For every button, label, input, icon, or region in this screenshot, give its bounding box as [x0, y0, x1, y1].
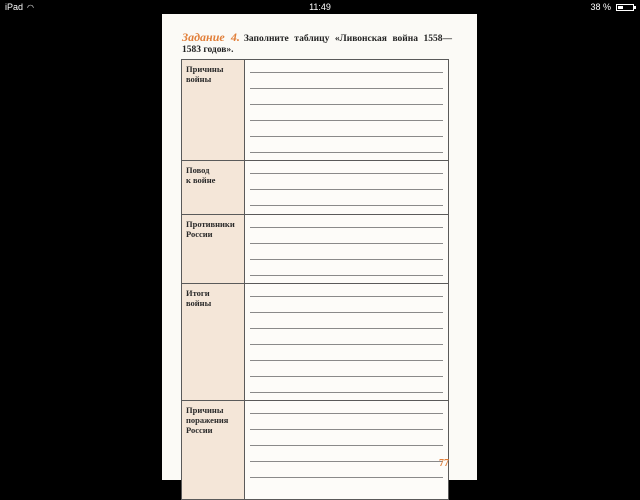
answer-line[interactable] — [250, 235, 443, 244]
device-name: iPad — [5, 2, 24, 12]
answer-line[interactable] — [250, 437, 443, 446]
row-label — [182, 215, 245, 284]
answer-line[interactable] — [250, 112, 443, 121]
task-label: Задание 4. — [182, 30, 240, 44]
row-label-line: войны — [186, 74, 212, 84]
answer-line[interactable] — [250, 288, 443, 297]
answer-line[interactable] — [250, 197, 443, 206]
status-bar — [0, 0, 640, 14]
answer-line[interactable] — [250, 320, 443, 329]
row-label-line: к войне — [186, 175, 216, 185]
answer-line[interactable] — [250, 384, 443, 393]
battery-icon — [616, 4, 634, 11]
table-row — [182, 215, 449, 284]
answer-line[interactable] — [250, 368, 443, 377]
table-row — [182, 60, 449, 161]
answer-line[interactable] — [250, 96, 443, 105]
answer-line[interactable] — [250, 128, 443, 137]
page-number: 77 — [439, 458, 449, 469]
answer-line[interactable] — [250, 453, 443, 462]
answer-area[interactable] — [245, 284, 449, 401]
battery-percent: 38 % — [590, 2, 611, 12]
row-label-line: России — [186, 229, 213, 239]
row-label-line: Причины — [186, 405, 224, 415]
answer-line[interactable] — [250, 165, 443, 174]
answer-line[interactable] — [250, 64, 443, 73]
row-label-line: поражения — [186, 415, 229, 425]
answer-line[interactable] — [250, 181, 443, 190]
task-text: Заполните таблицу «Ливонская война 1558—1583 годов». — [182, 34, 452, 55]
textbook-page — [162, 14, 477, 480]
answer-area[interactable] — [245, 161, 449, 215]
row-label-line: России — [186, 425, 213, 435]
row-label-line: Повод — [186, 165, 210, 175]
answer-area[interactable] — [245, 401, 449, 500]
answer-area[interactable] — [245, 60, 449, 161]
row-label-line: Противники — [186, 219, 235, 229]
answer-line[interactable] — [250, 336, 443, 345]
answer-line[interactable] — [250, 251, 443, 260]
table-row — [182, 161, 449, 215]
table-row — [182, 401, 449, 500]
table-row — [182, 284, 449, 401]
battery-fill — [618, 6, 623, 9]
answer-line[interactable] — [250, 352, 443, 361]
status-right — [590, 0, 634, 14]
answer-line[interactable] — [250, 405, 443, 414]
task-heading — [182, 32, 452, 56]
row-label-line: войны — [186, 298, 212, 308]
row-label-line: Причины — [186, 64, 224, 74]
answer-line[interactable] — [250, 421, 443, 430]
answer-line[interactable] — [250, 469, 443, 478]
answer-line[interactable] — [250, 219, 443, 228]
answer-line[interactable] — [250, 80, 443, 89]
answer-line[interactable] — [250, 267, 443, 276]
status-time: 11:49 — [309, 2, 331, 12]
row-label — [182, 284, 245, 401]
worksheet-table — [181, 59, 449, 500]
row-label — [182, 60, 245, 161]
answer-line[interactable] — [250, 304, 443, 313]
answer-line[interactable] — [250, 144, 443, 153]
row-label — [182, 401, 245, 500]
wifi-icon: ◠ — [27, 3, 34, 12]
answer-area[interactable] — [245, 215, 449, 284]
row-label-line: Итоги — [186, 288, 210, 298]
row-label — [182, 161, 245, 215]
